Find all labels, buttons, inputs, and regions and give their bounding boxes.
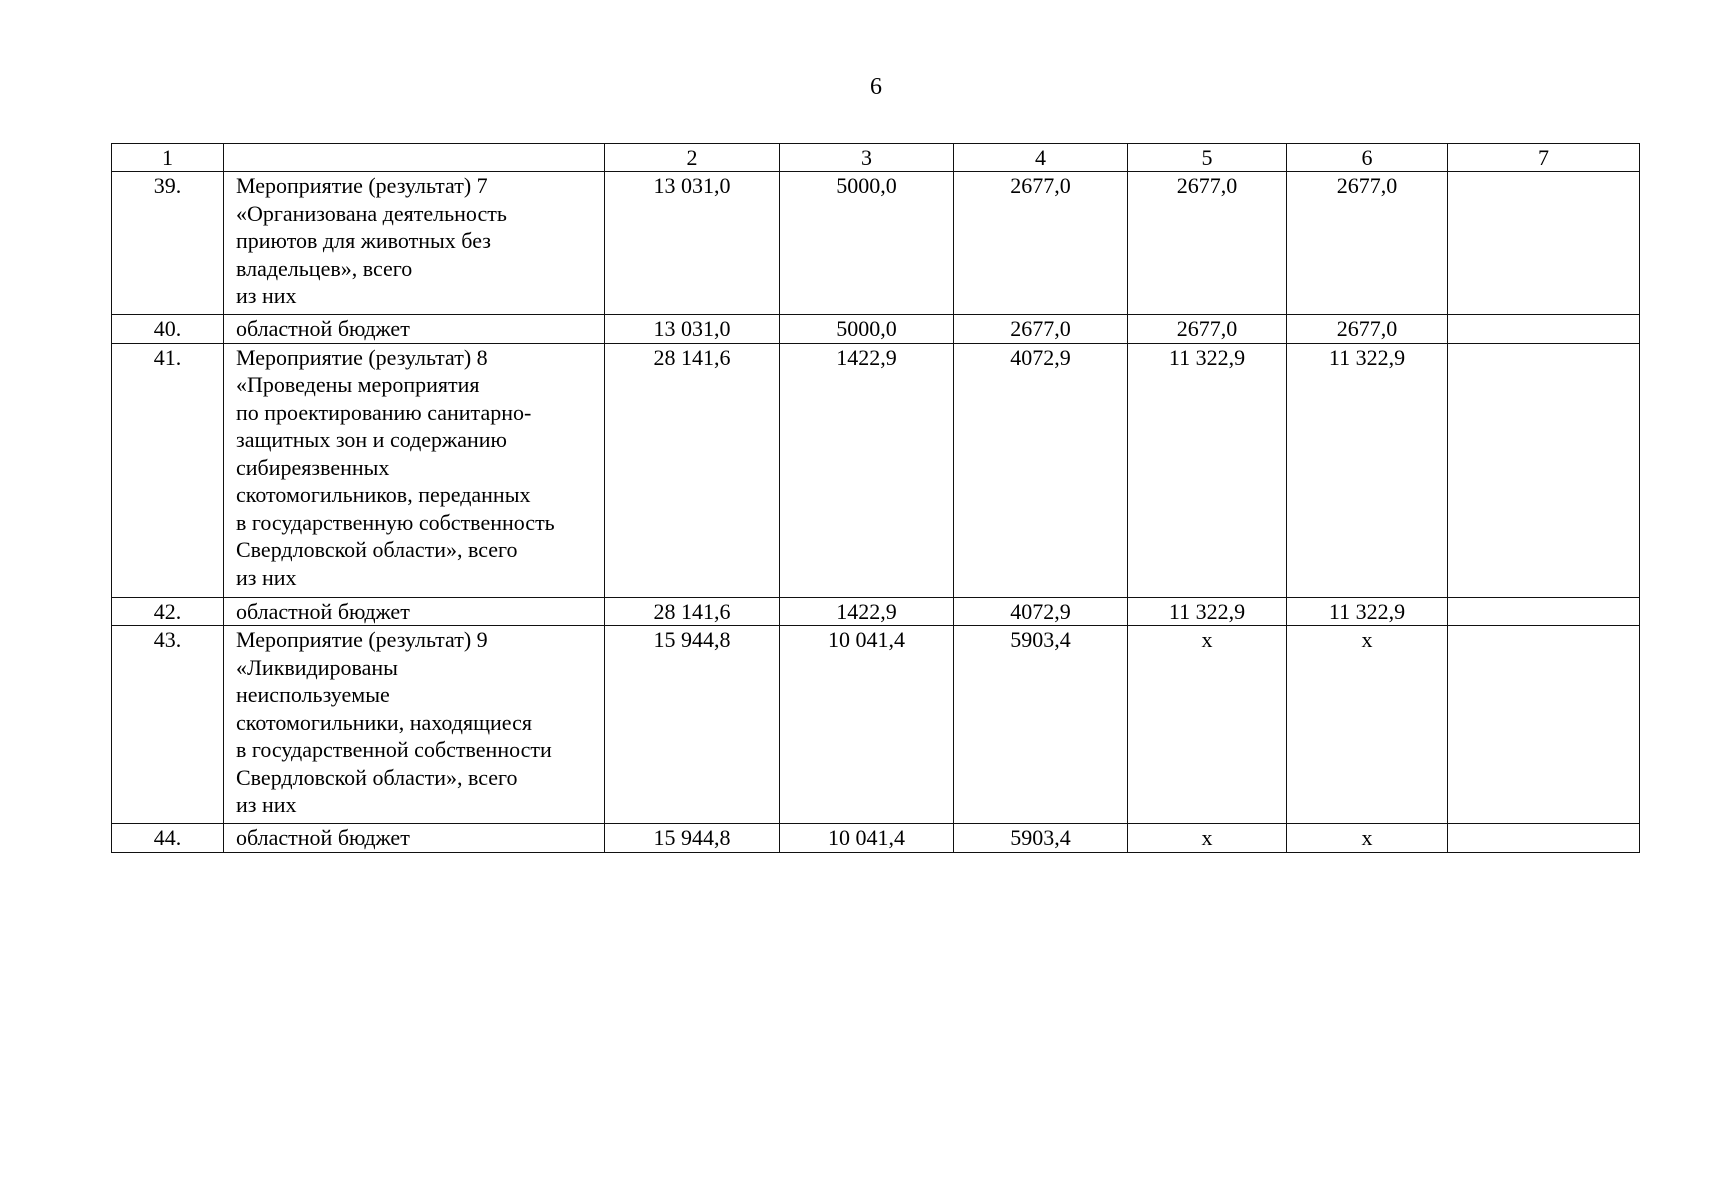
header-cell: 1 [112, 144, 224, 172]
value-cell: 2677,0 [1287, 172, 1448, 315]
value-cell: х [1287, 824, 1448, 853]
value-cell: 5903,4 [954, 626, 1128, 824]
row-name-line: Свердловской области», всего [236, 764, 518, 790]
value-cell: 10 041,4 [780, 824, 954, 853]
row-number: 43. [112, 626, 224, 824]
row-name-line: «Ликвидированы [236, 654, 398, 680]
row-name-line: из них [236, 283, 297, 308]
value-cell: 13 031,0 [605, 315, 780, 344]
value-cell: 10 041,4 [780, 626, 954, 824]
row-name-line: Мероприятие (результат) 9 [236, 627, 488, 652]
value-cell: 13 031,0 [605, 172, 780, 315]
row-name-line: Свердловской области», всего [236, 537, 518, 562]
value-cell: 2677,0 [1128, 315, 1287, 344]
row-name-line: по проектированию санитарно- [236, 399, 532, 425]
row-name-line: из них [236, 792, 297, 817]
value-cell: 4072,9 [954, 343, 1128, 597]
table-row [112, 824, 1640, 853]
value-cell: х [1128, 626, 1287, 824]
row-name-line: сибиреязвенных [236, 454, 390, 480]
value-cell: 28 141,6 [605, 343, 780, 597]
header-cell: 7 [1448, 144, 1640, 172]
value-cell [1448, 626, 1640, 824]
row-name [224, 343, 605, 597]
value-cell: 5000,0 [780, 172, 954, 315]
row-name [224, 597, 605, 626]
row-name [224, 626, 605, 824]
table-row [112, 343, 1640, 597]
row-name-line: защитных зон и содержанию [236, 427, 507, 452]
row-name [224, 172, 605, 315]
value-cell: 11 322,9 [1287, 597, 1448, 626]
row-name-line: из них [236, 564, 297, 590]
value-cell: 4072,9 [954, 597, 1128, 626]
table-row [112, 172, 1640, 315]
value-cell [1448, 315, 1640, 344]
value-cell [1448, 597, 1640, 626]
value-cell [1448, 343, 1640, 597]
value-cell: 15 944,8 [605, 626, 780, 824]
row-name-line: в государственную собственность [236, 509, 555, 535]
row-name-line: скотомогильники, находящиеся [236, 709, 532, 735]
row-name-line: Мероприятие (результат) 8 [236, 344, 488, 370]
budget-table [111, 143, 1640, 853]
row-name-line: областной бюджет [236, 316, 410, 341]
header-cell: 3 [780, 144, 954, 172]
row-number: 40. [112, 315, 224, 344]
value-cell: 2677,0 [1287, 315, 1448, 344]
row-number: 39. [112, 172, 224, 315]
value-cell: 1422,9 [780, 597, 954, 626]
value-cell: 11 322,9 [1128, 597, 1287, 626]
value-cell: 2677,0 [954, 172, 1128, 315]
table-row [112, 626, 1640, 824]
row-name-line: Мероприятие (результат) 7 [236, 173, 488, 198]
value-cell: 2677,0 [954, 315, 1128, 344]
value-cell: 11 322,9 [1128, 343, 1287, 597]
value-cell: 15 944,8 [605, 824, 780, 853]
row-number: 41. [112, 343, 224, 597]
value-cell: х [1287, 626, 1448, 824]
table-row [112, 597, 1640, 626]
value-cell: 11 322,9 [1287, 343, 1448, 597]
row-name-line: неиспользуемые [236, 682, 390, 707]
value-cell: 2677,0 [1128, 172, 1287, 315]
row-number: 44. [112, 824, 224, 853]
value-cell: 1422,9 [780, 343, 954, 597]
row-name-line: приютов для животных без [236, 228, 491, 253]
row-name-line: областной бюджет [236, 598, 410, 624]
table-row [112, 315, 1640, 344]
value-cell: х [1128, 824, 1287, 853]
row-number: 42. [112, 597, 224, 626]
value-cell [1448, 172, 1640, 315]
page-number: 6 [870, 74, 882, 100]
row-name-line: владельцев», всего [236, 255, 413, 281]
header-cell: 4 [954, 144, 1128, 172]
header-cell: 2 [605, 144, 780, 172]
row-name-line: в государственной собственности [236, 737, 552, 762]
row-name-line: «Организована деятельность [236, 200, 507, 226]
row-name [224, 824, 605, 853]
header-cell: 5 [1128, 144, 1287, 172]
value-cell: 5000,0 [780, 315, 954, 344]
header-row [112, 144, 1640, 172]
header-cell: 6 [1287, 144, 1448, 172]
row-name-line: скотомогильников, переданных [236, 482, 531, 507]
row-name-line: «Проведены мероприятия [236, 372, 480, 397]
value-cell: 28 141,6 [605, 597, 780, 626]
row-name-line: областной бюджет [236, 825, 410, 850]
row-name [224, 315, 605, 344]
value-cell [1448, 824, 1640, 853]
header-cell [224, 144, 605, 172]
value-cell: 5903,4 [954, 824, 1128, 853]
